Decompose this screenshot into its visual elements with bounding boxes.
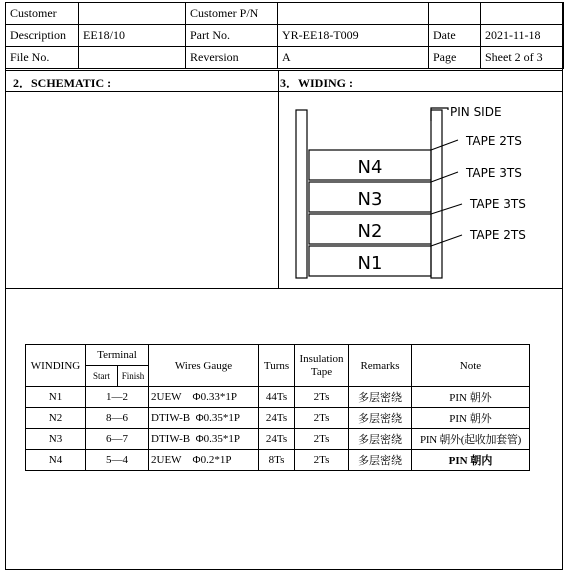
cell-winding: N1 xyxy=(26,387,86,408)
col-header-winding: WINDING xyxy=(26,345,86,387)
tape-leader xyxy=(431,140,458,150)
cell-tape: 2Ts xyxy=(295,450,349,471)
cell-turns: 44Ts xyxy=(259,387,295,408)
section-divider xyxy=(278,70,279,288)
wire-size: Φ0.2*1P xyxy=(192,454,232,466)
cell-remarks: 多层密绕 xyxy=(349,429,412,450)
cell-winding: N4 xyxy=(26,450,86,471)
cell-tape: 2Ts xyxy=(295,408,349,429)
schematic-title: 2．SCHEMATIC : xyxy=(13,76,112,90)
customer-pn-value xyxy=(278,3,429,25)
cell-note: PIN 朝外 xyxy=(412,408,530,429)
tape-callouts xyxy=(431,134,526,246)
col-header-turns: Turns xyxy=(259,345,295,387)
pin-side-label: PIN SIDE xyxy=(450,105,502,119)
cell-terminal: 1—2 xyxy=(86,387,149,408)
file-no-value xyxy=(79,47,186,69)
wire-type: 2UEW xyxy=(151,454,182,466)
bobbin-left-wall xyxy=(296,110,307,278)
header-empty-cell xyxy=(481,3,564,25)
col-header-start: Start xyxy=(86,366,118,387)
layer-label: N2 xyxy=(357,221,383,242)
date-value: 2021-11-18 xyxy=(481,25,564,47)
cell-terminal: 5—4 xyxy=(86,450,149,471)
description-value: EE18/10 xyxy=(79,25,186,47)
cell-turns: 24Ts xyxy=(259,408,295,429)
cell-turns: 8Ts xyxy=(259,450,295,471)
cell-winding: N3 xyxy=(26,429,86,450)
wire-size: Φ0.35*1P xyxy=(195,412,241,424)
date-label: Date xyxy=(429,25,481,47)
tape-leader xyxy=(431,172,458,182)
header-table xyxy=(5,2,564,69)
wire-type: 2UEW xyxy=(151,391,182,403)
tape-label: TAPE 3TS xyxy=(470,197,526,211)
section-title-line xyxy=(5,91,563,92)
col-header-note: Note xyxy=(412,345,530,387)
page-label: Page xyxy=(429,47,481,69)
col-header-finish: Finish xyxy=(118,366,149,387)
page-value: Sheet 2 of 3 xyxy=(481,47,564,69)
tape-leader xyxy=(431,235,462,246)
cell-wires-gauge xyxy=(149,387,259,408)
header-row xyxy=(6,25,564,47)
cell-terminal: 8—6 xyxy=(86,408,149,429)
cell-tape: 2Ts xyxy=(295,387,349,408)
section-bottom-line xyxy=(5,288,563,289)
col-header-terminal: Terminal xyxy=(86,345,149,366)
description-label: Description xyxy=(6,25,79,47)
header-row xyxy=(6,3,564,25)
table-row xyxy=(26,408,530,429)
winding-table xyxy=(25,344,530,471)
winding-title: 3．WIDING : xyxy=(280,76,354,90)
layer-label: N4 xyxy=(357,157,383,178)
customer-pn-label: Customer P/N xyxy=(186,3,278,25)
section-top-line xyxy=(5,70,563,71)
wire-size: Φ0.35*1P xyxy=(195,433,241,445)
cell-note: PIN 朝外(起收加套管) xyxy=(412,429,530,450)
col-header-remarks: Remarks xyxy=(349,345,412,387)
cell-note: PIN 朝内 xyxy=(412,450,530,471)
tape-leader xyxy=(431,204,462,214)
header-empty-cell xyxy=(429,3,481,25)
table-row xyxy=(26,429,530,450)
revision-label: Reversion xyxy=(186,47,278,69)
cell-wires-gauge xyxy=(149,450,259,471)
header-row xyxy=(6,47,564,69)
cell-terminal: 6—7 xyxy=(86,429,149,450)
bobbin-right-wall xyxy=(431,110,442,278)
cell-remarks: 多层密绕 xyxy=(349,450,412,471)
part-no-value: YR-EE18-T009 xyxy=(278,25,429,47)
layer-label: N3 xyxy=(357,189,383,210)
cell-remarks: 多层密绕 xyxy=(349,387,412,408)
revision-value: A xyxy=(278,47,429,69)
col-header-insulation-tape: Insulation Tape xyxy=(295,345,349,387)
winding-layers xyxy=(309,150,431,276)
table-header-row xyxy=(26,345,530,366)
wire-size: Φ0.33*1P xyxy=(192,391,237,403)
part-no-label: Part No. xyxy=(186,25,278,47)
file-no-label: File No. xyxy=(6,47,79,69)
cell-wires-gauge xyxy=(149,429,259,450)
tape-label: TAPE 2TS xyxy=(470,228,526,242)
wire-type: DTIW-B xyxy=(151,412,191,424)
layer-label: N1 xyxy=(357,253,383,274)
cell-note: PIN 朝外 xyxy=(412,387,530,408)
customer-label: Customer xyxy=(6,3,79,25)
table-row xyxy=(26,450,530,471)
customer-value xyxy=(79,3,186,25)
cell-tape: 2Ts xyxy=(295,429,349,450)
wire-type: DTIW-B xyxy=(151,433,191,445)
winding-diagram xyxy=(280,94,560,286)
cell-remarks: 多层密绕 xyxy=(349,408,412,429)
table-row xyxy=(26,387,530,408)
tape-label: TAPE 2TS xyxy=(466,134,522,148)
col-header-wires-gauge: Wires Gauge xyxy=(149,345,259,387)
tape-label: TAPE 3TS xyxy=(466,166,522,180)
cell-winding: N2 xyxy=(26,408,86,429)
cell-turns: 24Ts xyxy=(259,429,295,450)
cell-wires-gauge xyxy=(149,408,259,429)
